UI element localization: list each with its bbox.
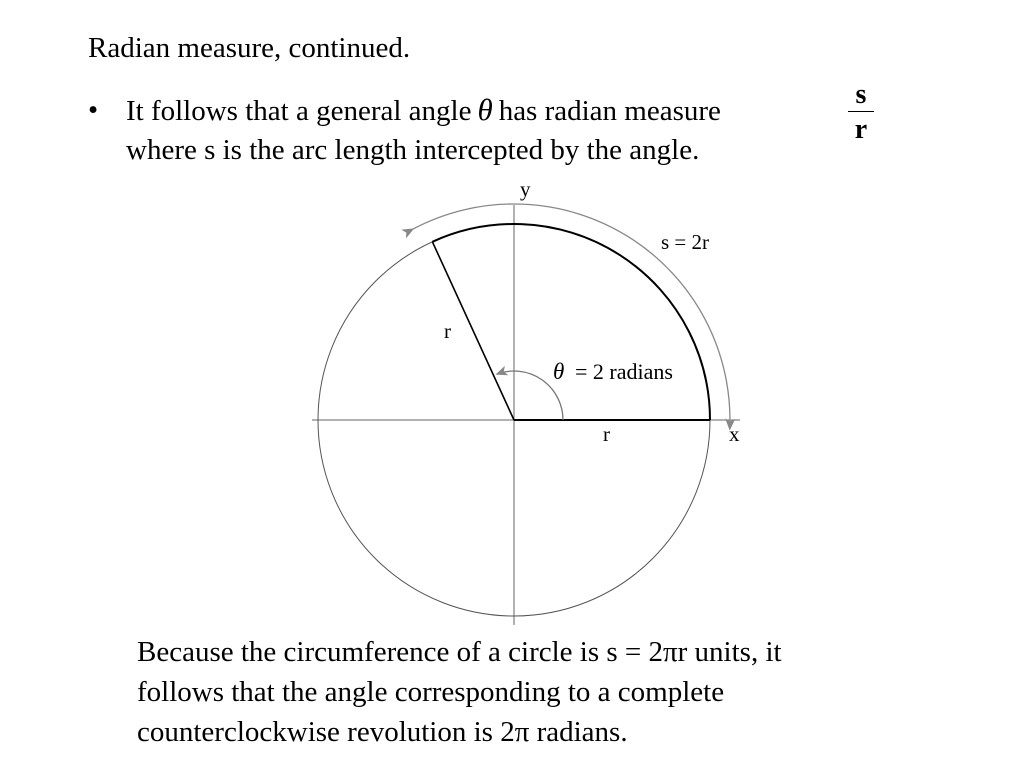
fraction-denominator: r bbox=[854, 114, 868, 145]
theta-symbol: θ bbox=[477, 92, 493, 127]
x-axis-label: x bbox=[729, 422, 740, 446]
bullet-text-after-theta: has radian measure bbox=[498, 95, 721, 127]
footer-line-2: follows that the angle corresponding to a complete bbox=[137, 676, 725, 708]
footer-line-3: counterclockwise revolution is 2π radians. bbox=[137, 716, 628, 748]
footer-explanation bbox=[137, 632, 937, 752]
y-axis-label: y bbox=[520, 177, 531, 201]
footer-line-1: Because the circumference of a circle is s = 2πr units, it bbox=[137, 636, 782, 668]
slanted-radius-label: r bbox=[444, 319, 451, 343]
horizontal-radius-label: r bbox=[603, 422, 610, 446]
angle-label-value: = 2 radians bbox=[575, 359, 673, 384]
arc-length-label: s = 2r bbox=[661, 230, 710, 254]
fraction-numerator: s bbox=[855, 79, 867, 110]
bullet-text-before-theta: It follows that a general angle bbox=[126, 95, 472, 127]
angle-label-theta: θ bbox=[553, 359, 565, 384]
bullet-marker: • bbox=[88, 94, 99, 126]
slide-title: Radian measure, continued. bbox=[88, 32, 411, 64]
bullet-line-2: where s is the arc length intercepted by the angle. bbox=[126, 134, 700, 166]
